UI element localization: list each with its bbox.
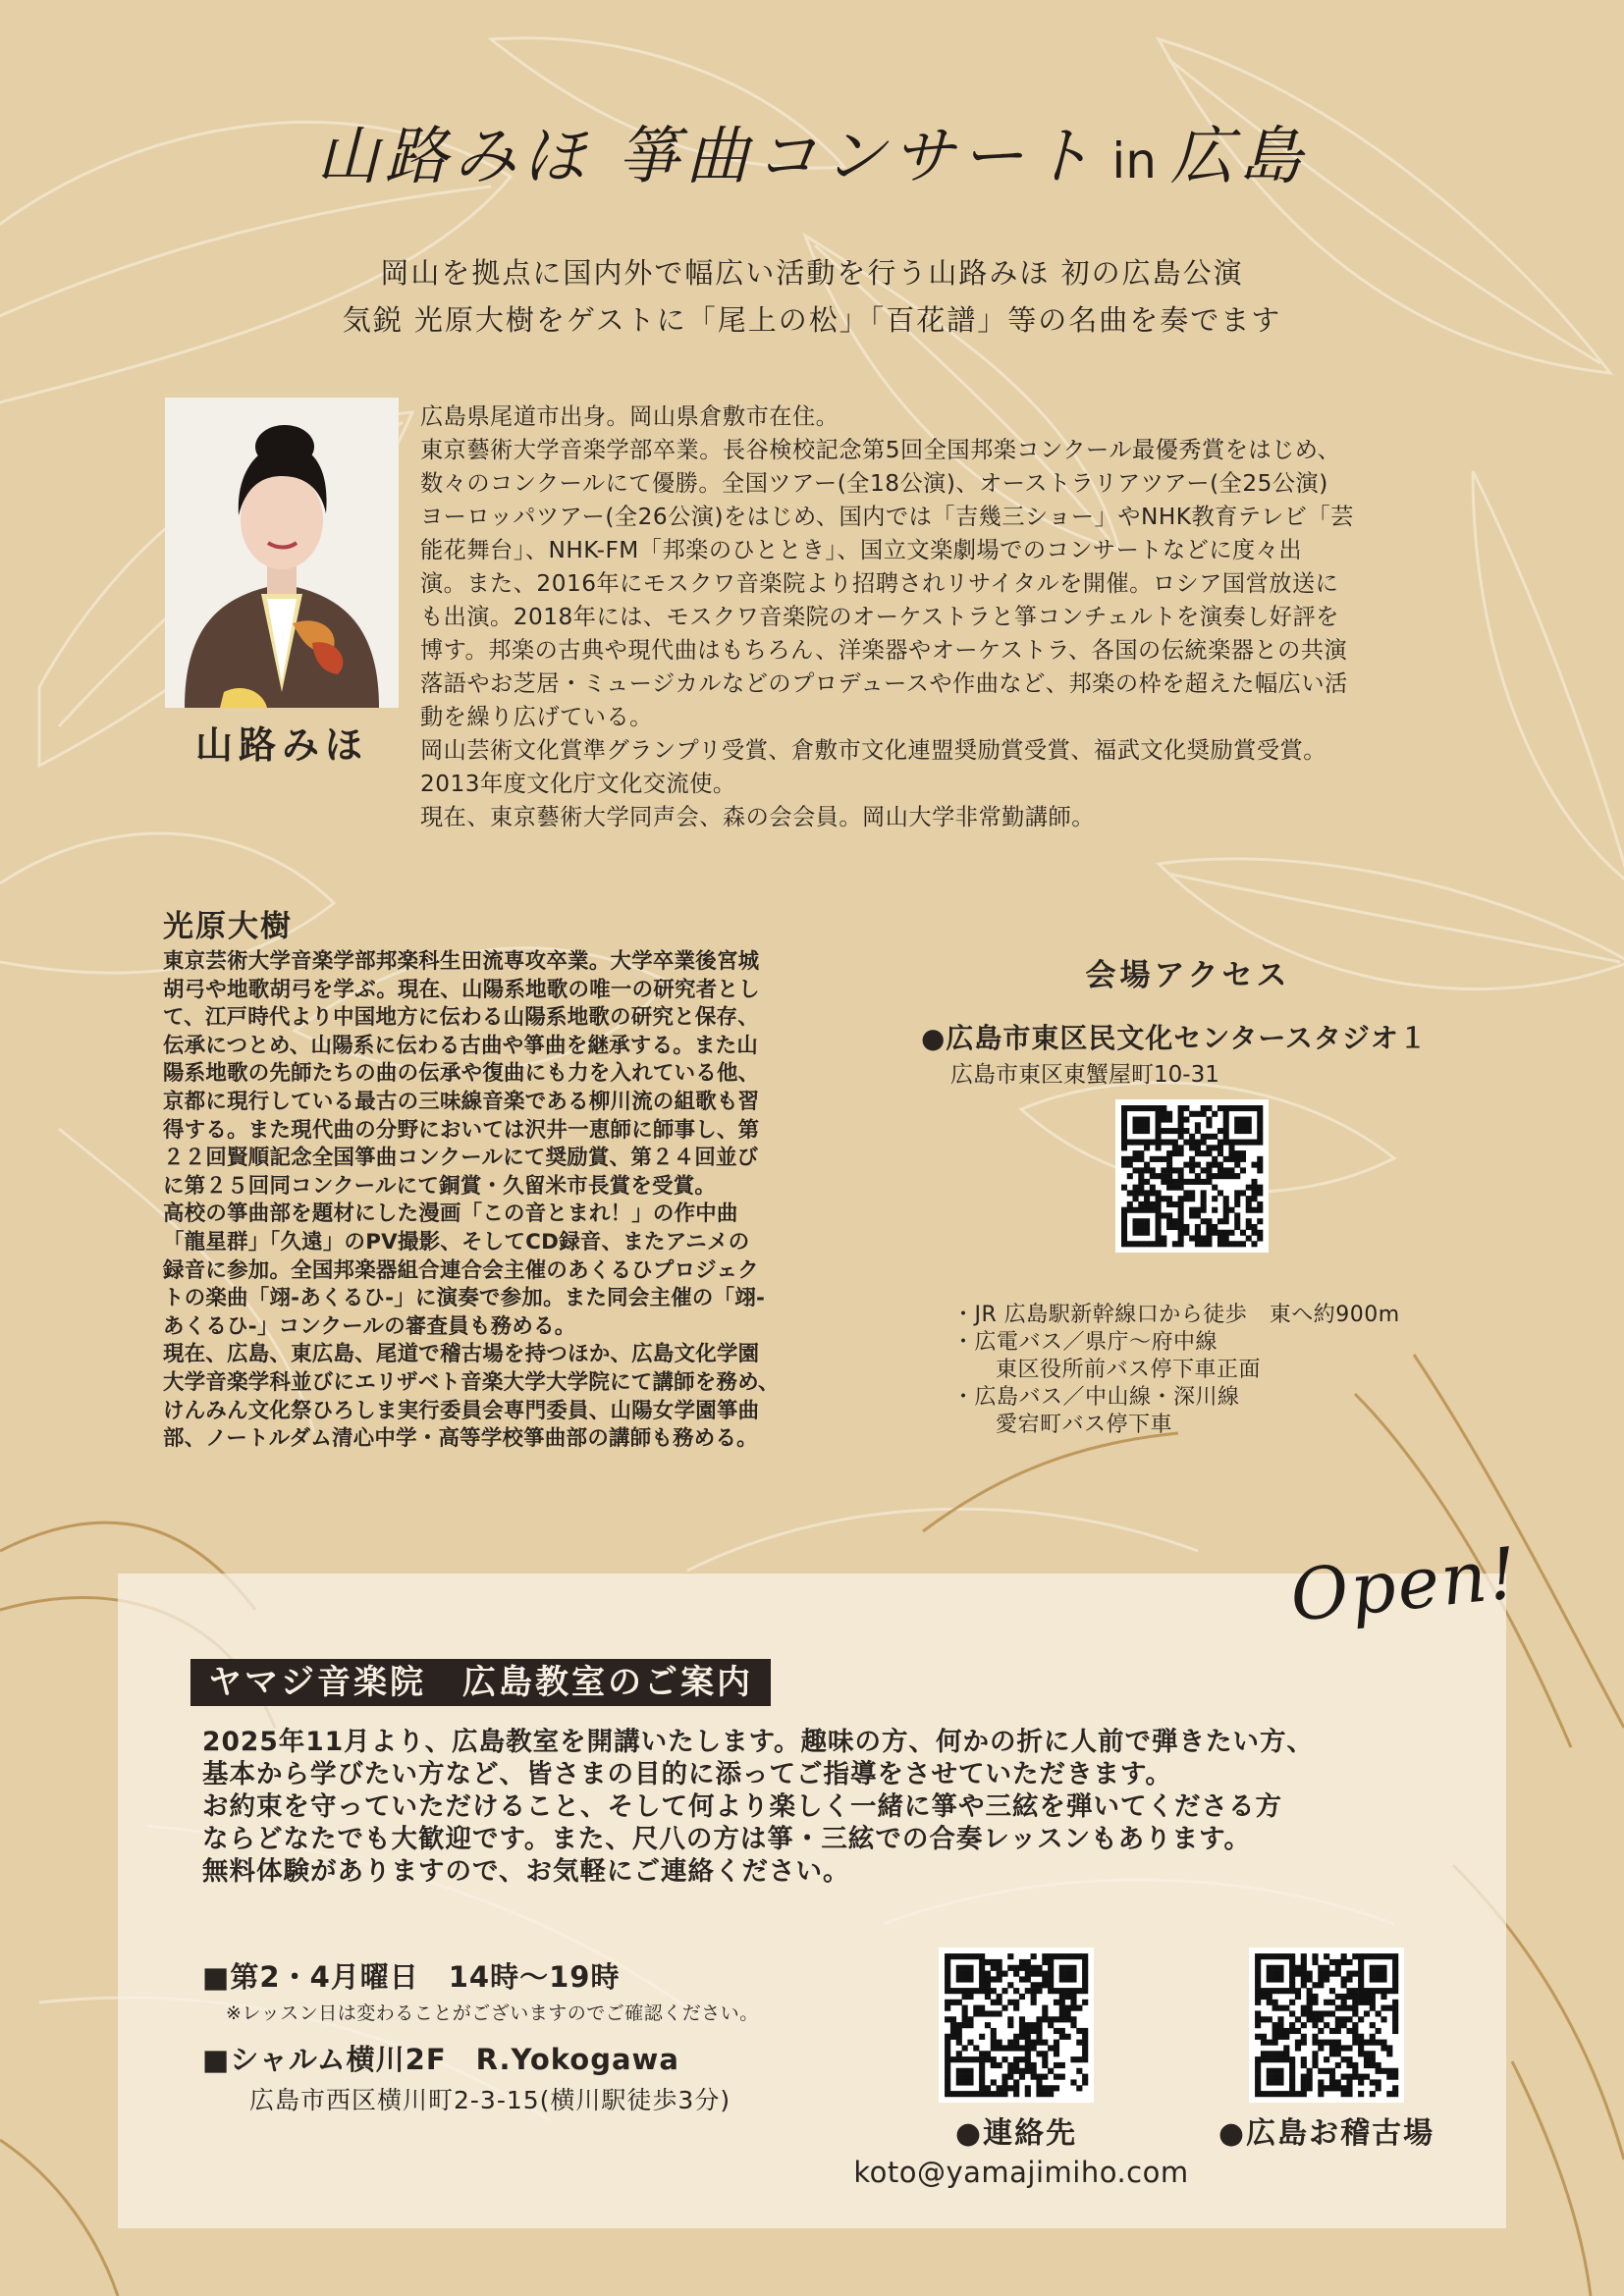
practice-room-qr-code[interactable] [1249, 1948, 1404, 2103]
guest-bio-line: 現在、広島、東広島、尾道で稽古場を持つほか、広島文化学園 [163, 1342, 760, 1367]
guest-bio-line: に第２５回同コンクールにて銅賞・久留米市長賞を受賞。 [163, 1173, 717, 1199]
guest-name: 光原大樹 [163, 909, 293, 944]
bio-line: 広島県尾道市出身。岡山県倉敷市在住。 [420, 403, 839, 430]
bio-line: 落語やお芝居・ミュージカルなどのプロデュースや作曲など、邦楽の枠を超えた幅広い活 [420, 670, 1348, 697]
guest-bio-line: ２２回賢順記念全国箏曲コンクールにて奨励賞、第２４回並び [163, 1146, 759, 1171]
bio-line: 岡山芸術文化賞準グランプリ受賞、倉敷市文化連盟奨励賞受賞、福武文化奨励賞受賞。 [420, 737, 1326, 764]
venue-address: 広島市東区東蟹屋町10-31 [950, 1062, 1219, 1088]
school-body-line: 2025年11月より、広島教室を開講いたします。趣味の方、何かの折に人前で弾きたい方、 [202, 1727, 1315, 1757]
guest-bio-line: 陽系地歌の先師たちの曲の伝承や復曲にも力を入れている他、 [163, 1061, 760, 1087]
qr-code-icon [1115, 1099, 1269, 1253]
school-body-line: 基本から学びたい方など、皆さまの目的に添ってご指導をさせていただきます。 [202, 1759, 1172, 1789]
lesson-venue-address: 広島市西区横川町2-3-15(横川駅徒歩3分) [249, 2086, 731, 2114]
bio-line: 演。また、2016年にモスクワ音楽院より招聘されリサイタルを開催。ロシア国営放送に [420, 570, 1339, 597]
open-script-label: Open! [1286, 1531, 1523, 1637]
bio-line: 博す。邦楽の古典や現代曲はもちろん、洋楽器やオーケストラ、各国の伝統楽器との共演 [420, 637, 1348, 664]
bio-line: 現在、東京藝術大学同声会、森の会会員。岡山大学非常勤講師。 [420, 804, 1095, 830]
school-heading: ヤマジ音楽院 広島教室のご案内 [190, 1659, 771, 1706]
school-body-line: お約束を守っていただけること、そして何より楽しく一緒に箏や三絃を弾いてくださる方 [202, 1791, 1282, 1822]
contact-qr-label: ●連絡先 [954, 2116, 1078, 2151]
transport-line: ・広島バス／中山線・深川線 [952, 1385, 1240, 1410]
bio-line: 能花舞台」、NHK-FM「邦楽のひととき」、国立文楽劇場でのコンサートなどに度々出 [420, 537, 1303, 563]
guest-bio-line: 伝承につとめ、山陽系に伝わる古曲や箏曲を継承する。また山 [163, 1033, 759, 1058]
bio-line: 東京藝術大学音楽学部卒業。長谷検校記念第5回全国邦楽コンクール最優秀賞をはじめ、 [420, 437, 1341, 463]
practice-room-qr-label: ●広島お稽古場 [1218, 2116, 1435, 2151]
concert-title [0, 106, 1624, 196]
title-main: 山路みほ 箏曲コンサート [316, 121, 1099, 193]
guest-bio-line: トの楽曲「翊-あくるひ-」に演奏で参加。また同会主催の「翊- [163, 1286, 766, 1311]
lesson-schedule: ■第2・4月曜日 14時～19時 [202, 1960, 621, 1994]
guest-bio-line: 高校の箏曲部を題材にした漫画「この音とまれ！」の作中曲 [163, 1201, 738, 1227]
school-body-line: 無料体験がありますので、お気軽にご連絡ください。 [202, 1856, 850, 1887]
bio-line: 動を繰り広げている。 [420, 704, 653, 730]
performer-name: 山路みほ [194, 723, 368, 767]
school-description [202, 1726, 1479, 1888]
contact-email[interactable]: koto@yamajimiho.com [853, 2156, 1189, 2189]
transport-directions [952, 1302, 1400, 1439]
lesson-venue: ■シャルム横川2F R.Yokogawa [202, 2043, 679, 2076]
access-title: 会場アクセス [1085, 958, 1291, 993]
guest-bio-line: 「龍星群」「久遠」のPV撮影、そしてCD録音、またアニメの [163, 1229, 750, 1255]
guest-bio [163, 948, 862, 1454]
transport-line: 愛宕町バス停下車 [996, 1413, 1173, 1437]
bio-line: 2013年度文化庁文化交流使。 [420, 771, 736, 797]
qr-code-icon [939, 1948, 1094, 2103]
performer-bio [420, 400, 1461, 834]
subtitle-line-2: 気鋭 光原大樹をゲストに「尾上の松」「百花譜」等の名曲を奏でます [342, 303, 1282, 337]
title-in: in [1111, 133, 1157, 189]
bio-line: も出演。2018年には、モスクワ音楽院のオーケストラと箏コンチェルトを演奏し好評を [420, 604, 1339, 630]
qr-code-icon [1249, 1948, 1404, 2103]
guest-bio-line: 東京芸術大学音楽学部邦楽科生田流専攻卒業。大学卒業後宮城 [163, 949, 760, 974]
venue-map-qr-code[interactable] [1115, 1099, 1269, 1253]
guest-bio-line: あくるひ-」コンクールの審査員も務める。 [163, 1313, 576, 1339]
guest-bio-line: 録音に参加。全国邦楽器組合連合会主催のあくるひプロジェク [163, 1257, 759, 1283]
transport-line: ・広電バス／県庁～府中線 [952, 1330, 1218, 1355]
transport-line: ・JR 広島駅新幹線口から徒歩 東へ約900m [952, 1303, 1400, 1327]
guest-bio-line: 得する。また現代曲の分野においては沢井一恵師に師事し、第 [163, 1117, 760, 1143]
guest-bio-line: て、江戸時代より中国地方に伝わる山陽系地歌の研究と保存、 [163, 1005, 759, 1031]
guest-bio-line: 胡弓や地歌胡弓を学ぶ。現在、山陽系地歌の唯一の研究者とし [163, 977, 760, 1002]
lesson-schedule-note: ※レッスン日は変わることがございますのでご確認ください。 [226, 2002, 759, 2024]
school-body-line: ならどなたでも大歓迎です。また、尺八の方は箏・三絃での合奏レッスンもあります。 [202, 1824, 1251, 1854]
bio-line: ヨーロッパツアー(全26公演)をはじめ、国内では「吉幾三ショー」やNHK教育テレビ「芸 [420, 504, 1354, 530]
title-place: 広島 [1169, 121, 1308, 193]
guest-bio-line: 大学音楽学科並びにエリザベト音楽大学大学院にて講師を務め、 [163, 1369, 780, 1395]
transport-line: 東区役所前バス停下車正面 [996, 1358, 1262, 1382]
bio-line: 数々のコンクールにて優勝。全国ツアー(全18公演)、オーストラリアツアー(全25公演) [420, 470, 1328, 497]
guest-bio-line: 部、ノートルダム清心中学・高等学校箏曲部の講師も務める。 [163, 1426, 758, 1452]
performer-photo [165, 398, 399, 708]
subtitle-line-1: 岡山を拠点に国内外で幅広い活動を行う山路みほ 初の広島公演 [380, 256, 1244, 290]
guest-bio-line: 京都に現行している最古の三味線音楽である柳川流の組歌も習 [163, 1089, 760, 1114]
venue-name: ●広島市東区民文化センタースタジオ１ [921, 1022, 1428, 1054]
contact-qr-code[interactable] [939, 1948, 1094, 2103]
guest-bio-line: けんみん文化祭ひろしま実行委員会専門委員、山陽女学園箏曲 [163, 1398, 760, 1423]
